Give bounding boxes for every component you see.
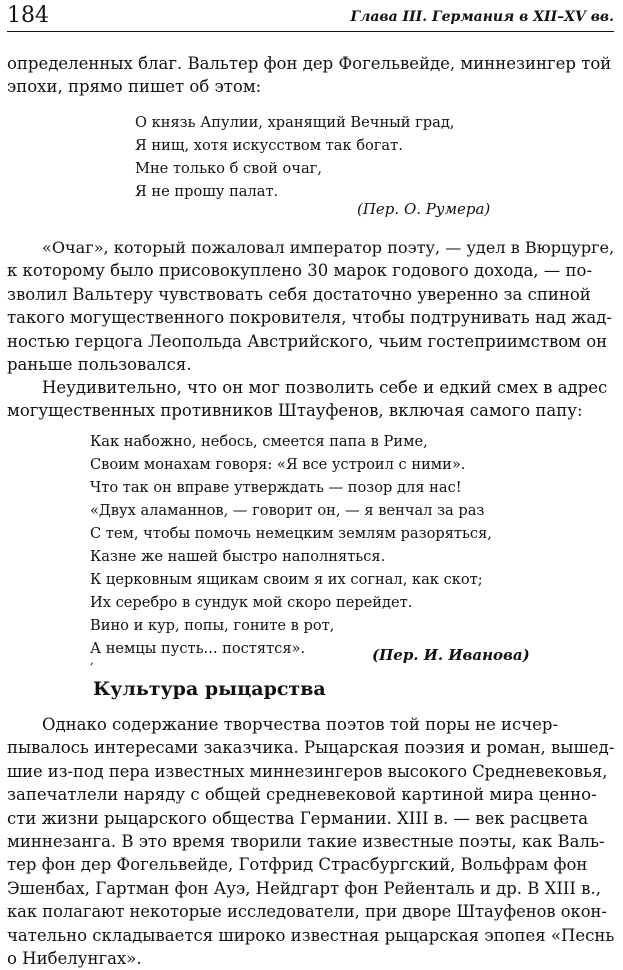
text-line: раньше пользовался. [7, 355, 192, 375]
poem-line: С тем, чтобы помочь немецким землям разоряться, [90, 525, 492, 542]
section-heading: Культура рыцарства [93, 678, 326, 700]
text-line: могущественных противников Штауфенов, включая самого папу: [7, 401, 583, 421]
poem-line: Своим монахам говоря: «Я все устроил с ними». [90, 456, 466, 473]
poem-line: «Двух аламаннов, — говорит он, — я венчал за раз [90, 502, 485, 519]
text-line: Эшенбах, Гартман фон Ауэ, Нейдгарт фон Рейенталь и др. В XIII в., [7, 878, 601, 898]
text-line: чательно складывается широко известная рыцарская эпопея «Песнь [7, 925, 615, 945]
poem-line: Как набожно, небось, смеется папа в Риме, [90, 433, 428, 450]
paragraph-4-cont [7, 736, 614, 970]
paragraph-4 [7, 713, 614, 736]
text-line: миннезанга. В это время творили такие известные поэты, как Валь- [7, 832, 605, 852]
paragraph-2 [7, 236, 614, 259]
text-line: к которому было присовокуплено 30 марок годового дохода, — по- [7, 261, 593, 281]
poem-line: Что так он вправе утверждать — позор для нас! [90, 479, 462, 496]
poem-line: Вино и кур, попы, гоните в рот, [90, 617, 335, 634]
stray-mark: , [90, 653, 94, 667]
text-line: эпохи, прямо пишет об этом: [7, 77, 262, 97]
translator-credit-1: (Пер. О. Румера) [357, 200, 491, 218]
poem-line: Я не прошу палат. [135, 183, 279, 200]
poem-line: К церковным ящикам своим я их согнал, как скот; [90, 571, 483, 588]
text-line: определенных благ. Вальтер фон дер Фогельвейде, миннезингер той [7, 54, 612, 73]
poem-line: Их серебро в сундук мой скоро перейдет. [90, 594, 413, 611]
text-line: ностью герцога Леопольда Австрийского, чьим гостеприимством он [7, 331, 608, 351]
poem-line: А немцы пусть... постятся». [90, 640, 306, 657]
text-line: зволил Вальтеру чувствовать себя достаточно уверенно за спиной [7, 284, 591, 304]
paragraph-1 [7, 52, 614, 99]
running-title: Глава III. Германия в XII–XV вв. [350, 9, 614, 25]
paragraph-2-cont [7, 259, 614, 376]
text-line: такого могущественного покровителя, чтобы подтрунивать над жад- [7, 308, 612, 328]
text-line: о Нибелунгах». [7, 949, 142, 969]
page-header [7, 3, 614, 32]
translator-credit-2: (Пер. И. Иванова) [372, 646, 530, 664]
text-line: шие из-под пера известных миннезингеров высокого Средневековья, [7, 761, 608, 781]
poem-line: О князь Апулии, хранящий Вечный град, [135, 114, 455, 131]
paragraph-3-cont [7, 399, 614, 422]
text-line: Неудивительно, что он мог позволить себе и едкий смех в адрес [42, 378, 608, 397]
poem-line: Я нищ, хотя искусством так богат. [135, 137, 403, 154]
text-line: «Очаг», который пожаловал император поэту, — удел в Вюрцурге, [42, 238, 615, 257]
poem-1 [135, 111, 454, 203]
page-number: 184 [7, 3, 49, 28]
text-line: как полагают некоторые исследователи, при дворе Штауфенов окон- [7, 902, 607, 922]
text-line: Однако содержание творчества поэтов той поры не исчер- [42, 715, 559, 734]
text-line: пывалось интересами заказчика. Рыцарская поэзия и роман, вышед- [7, 738, 615, 758]
poem-line: Казне же нашей быстро наполняться. [90, 548, 386, 565]
poem-line: Мне только б свой очаг, [135, 160, 322, 177]
poem-2 [90, 430, 492, 660]
paragraph-3 [7, 376, 614, 399]
text-line: тер фон дер Фогельвейде, Готфрид Страсбургский, Вольфрам фон [7, 855, 588, 875]
text-line: запечатлели наряду с общей средневековой картиной мира ценно- [7, 785, 597, 805]
text-line: сти жизни рыцарского общества Германии. XIII в. — век расцвета [7, 808, 589, 828]
